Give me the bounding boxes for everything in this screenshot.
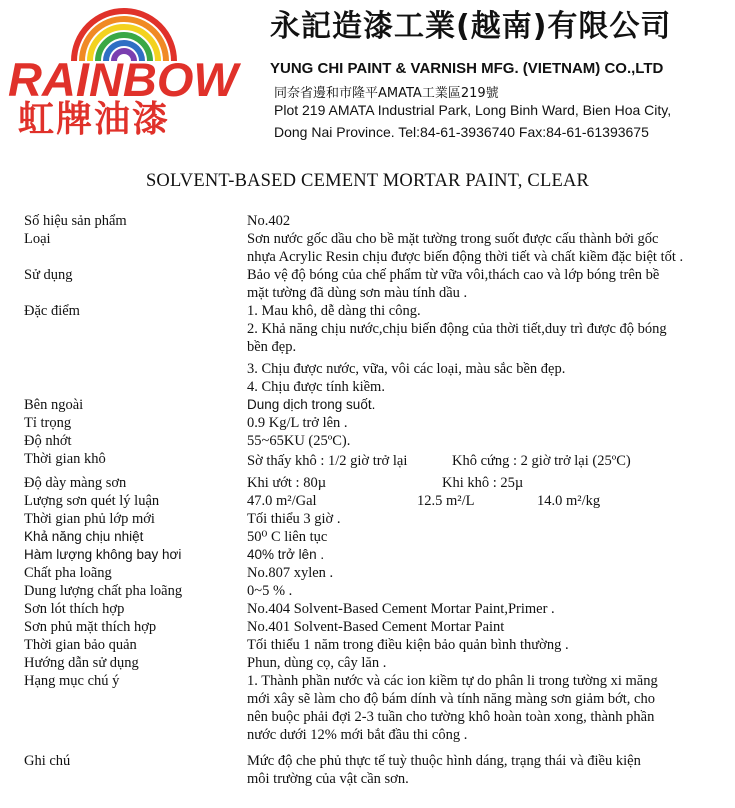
spec-table	[24, 212, 729, 788]
rainbow-logo	[4, 6, 264, 140]
spec-value-line: Tối thiểu 1 năm trong điều kiện bảo quản bình thường .	[247, 637, 569, 653]
spec-value	[247, 212, 729, 230]
spec-row-type	[24, 230, 729, 266]
spec-row-primer	[24, 600, 729, 618]
spec-value-line: No.401 Solvent-Based Cement Mortar Paint	[247, 619, 505, 635]
company-name-en: YUNG CHI PAINT & VARNISH MFG. (VIETNAM) CO.,LTD	[270, 60, 664, 77]
spec-value-line: Bảo vệ độ bóng của chế phẩm từ vữa vôi,thách cao và lớp bóng trên bề	[247, 267, 660, 283]
spec-value	[247, 528, 729, 546]
spec-label: Thời gian khô	[24, 451, 106, 467]
spec-label: Lượng sơn quét lý luận	[24, 493, 160, 509]
spec-value-line: 50⁰ C liên tục	[247, 529, 328, 545]
spec-value-line: 4. Chịu được tính kiềm.	[247, 379, 385, 395]
spec-value-line: Phun, dùng cọ, cây lăn .	[247, 655, 387, 671]
spec-row-theoretical-coverage	[24, 492, 729, 510]
spec-value-line: 40% trở lên .	[247, 547, 325, 562]
spec-value-line: 3. Chịu được nước, vữa, vôi các loại, màu sắc bền đẹp.	[247, 361, 566, 377]
spec-value	[247, 618, 729, 636]
spec-row-notes	[24, 752, 729, 788]
spec-row-topcoat	[24, 618, 729, 636]
spec-label: Số hiệu sản phẩm	[24, 213, 127, 229]
spec-value-line: nhựa Acrylic Resin chịu được biến động thời tiết và chất kiềm đặc biệt tốt .	[247, 249, 684, 265]
spec-label: Hàm lượng không bay hơi	[24, 547, 182, 562]
spec-value-col: Khi ướt : 80µ	[247, 475, 327, 491]
spec-value-line: nước dưới 12% mới bắt đầu thi công .	[247, 727, 468, 743]
spec-label: Độ dày màng sơn	[24, 475, 127, 491]
company-name-zh: 永記造漆工業(越南)有限公司	[270, 9, 672, 44]
spec-value-line: mặt tường đã dùng sơn màu tính dầu .	[247, 285, 468, 301]
spec-value	[247, 510, 729, 528]
spec-label: Loại	[24, 231, 51, 247]
company-address-line1: Plot 219 AMATA Industrial Park, Long Binh Ward, Bien Hoa City,	[274, 102, 672, 118]
spec-value	[247, 266, 729, 302]
spec-value	[247, 396, 729, 414]
spec-label: Khả năng chịu nhiệt	[24, 529, 144, 544]
spec-label: Hướng dẫn sử dụng	[24, 655, 139, 671]
spec-row-shelf-life	[24, 636, 729, 654]
spec-row-density	[24, 414, 729, 432]
spec-value	[247, 492, 729, 510]
spec-value	[247, 546, 729, 564]
spec-value	[247, 432, 729, 450]
spec-value-line: Mức độ che phủ thực tế tuỳ thuộc hình dáng, trạng thái và điều kiện	[247, 753, 641, 769]
spec-row-appearance	[24, 396, 729, 414]
spec-value	[247, 474, 729, 492]
spec-row-drying-time	[24, 450, 729, 470]
spec-value-line: nên buộc phải đợi 2-3 tuần cho tường khô hoàn toàn xong, thành phần	[247, 709, 655, 725]
spec-label: Thời gian bảo quản	[24, 637, 137, 653]
spec-value-line: bền đẹp.	[247, 339, 297, 355]
spec-label: Ghi chú	[24, 753, 71, 769]
spec-value-line: No.807 xylen .	[247, 565, 334, 581]
spec-label: Sơn phủ mặt thích hợp	[24, 619, 157, 635]
spec-row-thinner-ratio	[24, 582, 729, 600]
spec-label: Chất pha loãng	[24, 565, 112, 581]
spec-value-line: Dung dịch trong suốt.	[247, 397, 376, 412]
spec-value-line: 1. Mau khô, dễ dàng thi công.	[247, 303, 421, 319]
spec-value	[247, 636, 729, 654]
spec-value-line: 1. Thành phần nước và các ion kiềm tự do phân li trong tường xi măng	[247, 673, 658, 689]
spec-value-line: No.402	[247, 213, 291, 229]
spec-value	[247, 600, 729, 618]
spec-value-line: No.404 Solvent-Based Cement Mortar Paint,Primer .	[247, 601, 555, 617]
spec-value	[247, 450, 729, 470]
company-address-zh: 同奈省邊和市隆平AMATA工業區219號	[274, 86, 499, 101]
spec-label: Sử dụng	[24, 267, 73, 283]
spec-value	[247, 230, 729, 266]
spec-row-non-volatile	[24, 546, 729, 564]
spec-row-application	[24, 654, 729, 672]
brand-name-en: RAINBOW	[8, 53, 238, 106]
brand-name-zh: 虹牌油漆	[18, 99, 171, 140]
document-title: SOLVENT-BASED CEMENT MORTAR PAINT, CLEAR	[145, 171, 590, 191]
spec-value-line: 0~5 % .	[247, 583, 293, 599]
spec-value	[247, 752, 729, 788]
company-info	[270, 6, 735, 140]
spec-value	[247, 564, 729, 582]
spec-row-heat-resistance	[24, 528, 729, 546]
spec-value-col: 12.5 m²/L	[417, 493, 475, 509]
spec-value	[247, 672, 729, 744]
spec-value	[247, 302, 729, 396]
spec-label: Tỉ trọng	[24, 415, 72, 431]
spec-value-col: Khô cứng : 2 giờ trở lại (25ºC)	[452, 453, 631, 469]
spec-row-thinner	[24, 564, 729, 582]
spec-value	[247, 582, 729, 600]
spec-label: Hạng mục chú ý	[24, 673, 120, 689]
spec-row-viscosity	[24, 432, 729, 450]
spec-row-usage	[24, 266, 729, 302]
spec-row-recoat-time	[24, 510, 729, 528]
spec-label: Độ nhớt	[24, 433, 72, 449]
spec-value-line: Sơn nước gốc dầu cho bề mặt tường trong suốt được cấu thành bởi gốc	[247, 231, 659, 247]
spec-value-line: 55~65KU (25ºC).	[247, 433, 351, 449]
spec-value	[247, 654, 729, 672]
spec-label: Đặc điểm	[24, 303, 80, 319]
spec-row-film-thickness	[24, 474, 729, 492]
spec-value-col: Sờ thấy khô : 1/2 giờ trở lại	[247, 453, 408, 469]
spec-value	[247, 414, 729, 432]
spec-value-line: môi trường của vật cần sơn.	[247, 771, 409, 787]
spec-value-col: 14.0 m²/kg	[537, 493, 601, 509]
spec-value-line: Tối thiểu 3 giờ .	[247, 511, 341, 527]
spec-value-line: 2. Khả năng chịu nước,chịu biến động của thời tiết,duy trì được độ bóng	[247, 321, 667, 337]
spec-label: Dung lượng chất pha loãng	[24, 583, 183, 599]
spec-row-features	[24, 302, 729, 396]
company-address-line2: Dong Nai Province. Tel:84-61-3936740 Fax:84-61-61393675	[274, 124, 649, 140]
spec-label: Sơn lót thích hợp	[24, 601, 125, 617]
spec-value-col: 47.0 m²/Gal	[247, 493, 317, 509]
spec-value-line: mới xây sẽ làm cho độ bám dính và tính năng màng sơn giảm bớt, cho	[247, 691, 655, 707]
spec-label: Bên ngoài	[24, 397, 84, 413]
spec-label: Thời gian phủ lớp mới	[24, 511, 155, 527]
spec-row-precautions	[24, 672, 729, 744]
spec-row-product-number	[24, 212, 729, 230]
spec-value-col: Khi khô : 25µ	[442, 475, 524, 491]
spec-value-line: 0.9 Kg/L trở lên .	[247, 415, 348, 431]
